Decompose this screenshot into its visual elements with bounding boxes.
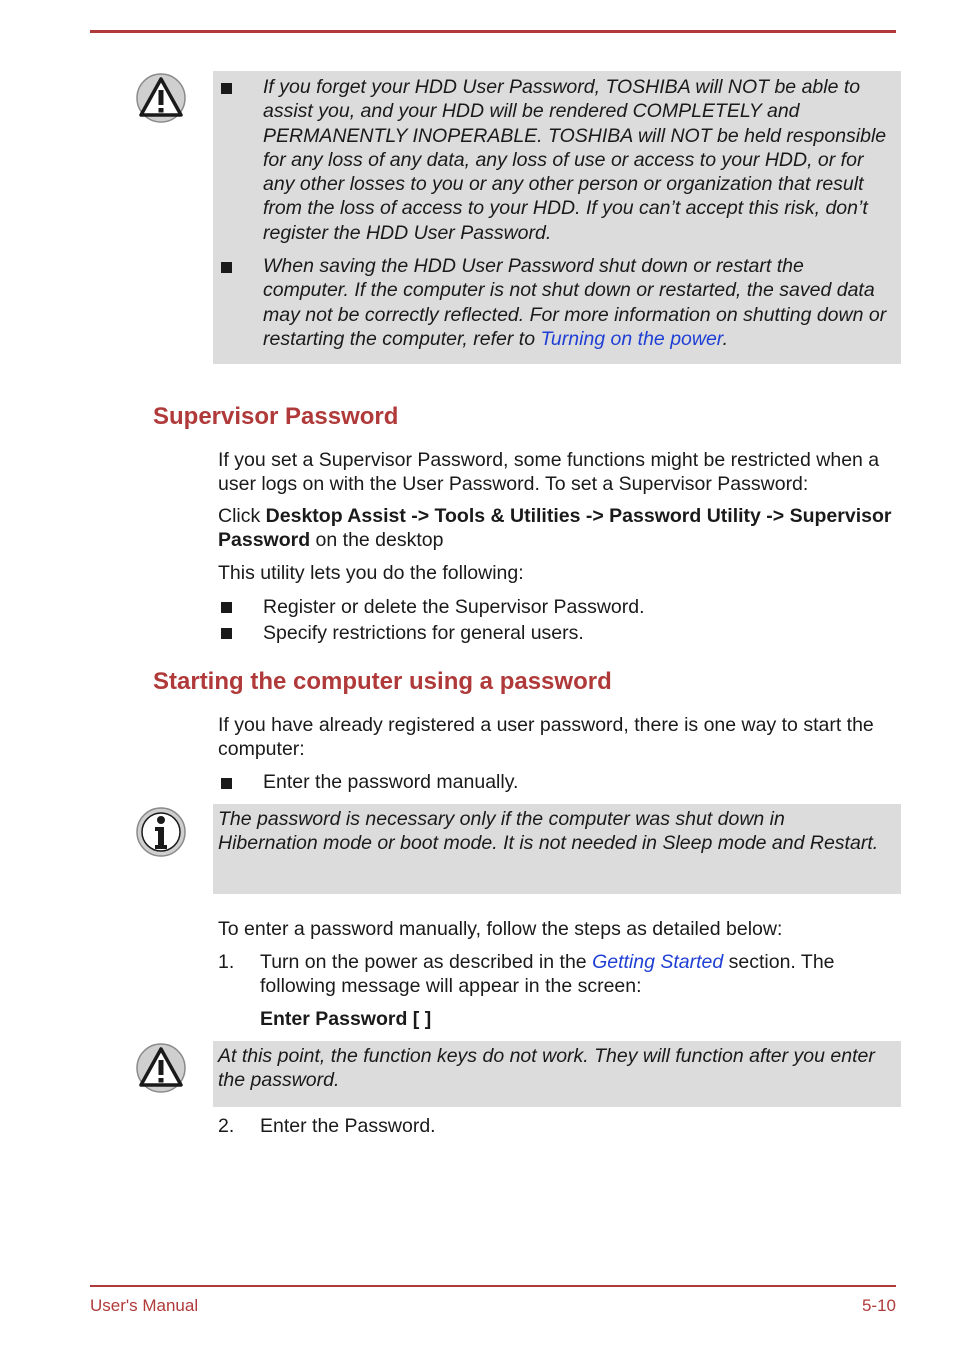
steps-intro: To enter a password manually, follow the steps as detailed below: [218,918,783,940]
list-item-text: Specify restrictions for general users. [263,622,584,644]
getting-started-link[interactable]: Getting Started [592,951,724,973]
footer-manual-title: User's Manual [90,1296,199,1315]
step-2 [218,1114,898,1138]
bullet-square-icon [221,628,232,639]
click-suffix: on the desktop [310,529,444,552]
warning-icon [136,1043,186,1093]
supervisor-intro: If you set a Supervisor Password, some functions might be restricted when a user logs on with the User Password. To set a Supervisor Password: [218,449,880,496]
bullet-square-icon [221,83,232,94]
step-number: 2. [218,1115,235,1137]
list-item-text: Enter the password manually. [263,771,519,793]
bullet-square-icon [221,262,232,273]
supervisor-bullets [216,594,896,646]
bullet-square-icon [221,778,232,789]
warning-note-hdd [213,71,901,364]
step-text: Enter the Password. [260,1115,436,1137]
password-prompt-message: Enter Password [ ] [260,1007,432,1030]
info-note-password [213,804,901,894]
warning-icon [136,73,186,123]
click-prefix: Click [218,505,266,527]
step-text: Turn on the power as described in the [260,951,593,973]
list-item-text: Register or delete the Supervisor Password. [263,596,645,618]
menu-path: Desktop Assist -> Tools & Utilities -> Password Utility -> Supervisor Password [218,505,892,552]
list-item [216,254,889,351]
section-heading-supervisor: Supervisor Password [153,403,399,430]
list-item [216,75,889,245]
turning-on-power-link[interactable]: Turning on the power [540,327,723,350]
step-1 [218,950,898,1031]
step-text: section. The following message will appear in the screen: [260,951,835,998]
bullet-square-icon [221,602,232,613]
starting-intro: If you have already registered a user password, there is one way to start the computer: [218,714,874,761]
warning-note-function-keys [213,1041,901,1107]
utility-intro: This utility lets you do the following: [218,562,524,584]
list-item [216,770,896,794]
info-note-text: The password is necessary only if the computer was shut down in Hibernation mode or boot mode. It is not needed in Sleep mode and Restart. [218,808,879,855]
supervisor-click-instruction [218,504,898,553]
steps-list [218,950,898,1031]
header-rule [90,30,896,33]
steps-list-continued [218,1114,898,1138]
list-item [216,620,896,646]
warning-text: When saving the HDD User Password shut down or restart the computer. If the computer is not shut down or restarted, the saved data may not be correctly reflected. For more information on shutting down or restarting the computer, refer to [263,255,887,350]
footer-page-number: 5-10 [861,1296,896,1315]
section-heading-starting: Starting the computer using a password [153,668,612,695]
step-number: 1. [218,951,235,973]
starting-bullets [216,770,896,794]
warning-text: If you forget your HDD User Password, TOSHIBA will NOT be able to assist you, and your HDD will be rendered COMPLETELY and PERMANENTLY INOPERABLE. TOSHIBA will NOT be held responsible for any loss of any data, any loss of use or access to your HDD, or for any other losses to you or any other person or organization that result from the loss of access to your HDD. If you can’t accept this risk, don’t register the HDD User Password. [263,76,887,244]
footer-rule [90,1285,896,1287]
info-icon [136,807,186,857]
list-item [216,594,896,620]
warning-note-text: At this point, the function keys do not work. They will function after you enter the password. [218,1045,875,1092]
punctuation: . [722,327,728,350]
